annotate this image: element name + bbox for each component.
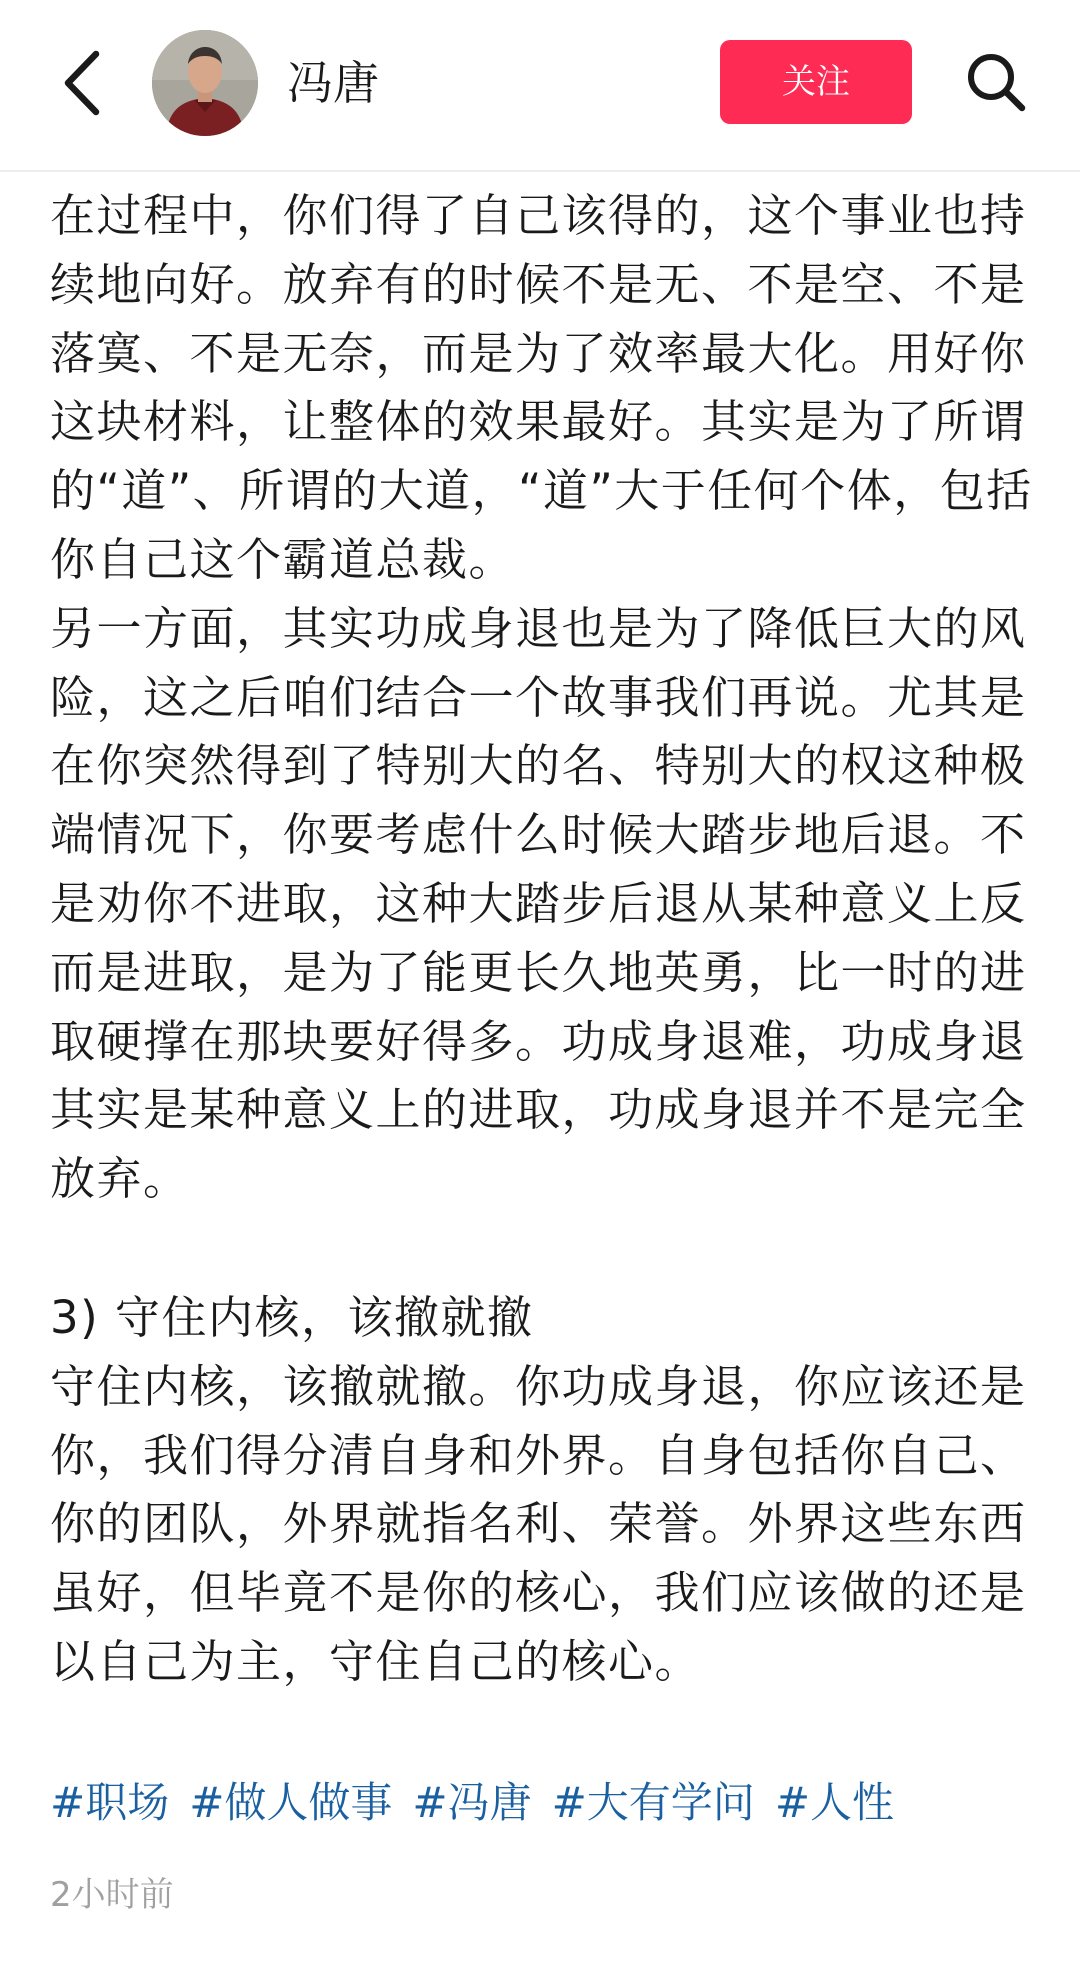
back-button[interactable] bbox=[58, 48, 108, 118]
search-button[interactable] bbox=[962, 48, 1030, 116]
hashtag-link[interactable]: #职场 bbox=[50, 1778, 170, 1827]
section-heading: 3) 守住内核，该撤就撤 bbox=[50, 1290, 534, 1344]
search-icon bbox=[962, 48, 1030, 116]
author-photo bbox=[152, 30, 258, 136]
paragraph-gap bbox=[50, 1214, 1035, 1284]
post-body bbox=[50, 182, 1035, 1697]
post-paragraph: 在过程中，你们得了自己该得的，这个事业也持续地向好。放弃有的时候不是无、不是空、不是落寞、不是无奈，而是为了效率最大化。用好你这块材料，让整体的效果最好。其实是为了所谓的“道”、所谓的大道，“道”大于任何个体，包括你自己这个霸道总裁。 bbox=[50, 189, 1033, 586]
post-paragraph: 另一方面，其实功成身退也是为了降低巨大的风险，这之后咱们结合一个故事我们再说。尤其是在你突然得到了特别大的名、特别大的权这种极端情况下，你要考虑什么时候大踏步地后退。不是劝你不进取，这种大踏步后退从某种意义上反而是进取，是为了能更长久地英勇，比一时的进取硬撑在那块要好得多。功成身退难，功成身退其实是某种意义上的进取，功成身退并不是完全放弃。 bbox=[50, 601, 1027, 1206]
post-paragraph: 守住内核，该撤就撤。你功成身退，你应该还是你，我们得分清自身和外界。自身包括你自己、你的团队，外界就指名利、荣誉。外界这些东西虽好，但毕竟不是你的核心，我们应该做的还是以自己为主，守住自己的核心。 bbox=[50, 1359, 1027, 1688]
hashtag-link[interactable]: #做人做事 bbox=[189, 1778, 393, 1827]
follow-button[interactable]: 关注 bbox=[720, 40, 912, 124]
hashtag-list bbox=[50, 1769, 914, 1837]
hashtag-link[interactable]: #冯唐 bbox=[412, 1778, 532, 1827]
avatar[interactable] bbox=[152, 30, 258, 136]
top-bar bbox=[0, 0, 1080, 172]
hashtag-link[interactable]: #大有学问 bbox=[551, 1778, 755, 1827]
hashtag-link[interactable]: #人性 bbox=[774, 1778, 895, 1827]
chevron-left-icon bbox=[58, 48, 108, 118]
post-timestamp: 2小时前 bbox=[50, 1875, 174, 1915]
author-name[interactable]: 冯唐 bbox=[287, 56, 379, 110]
